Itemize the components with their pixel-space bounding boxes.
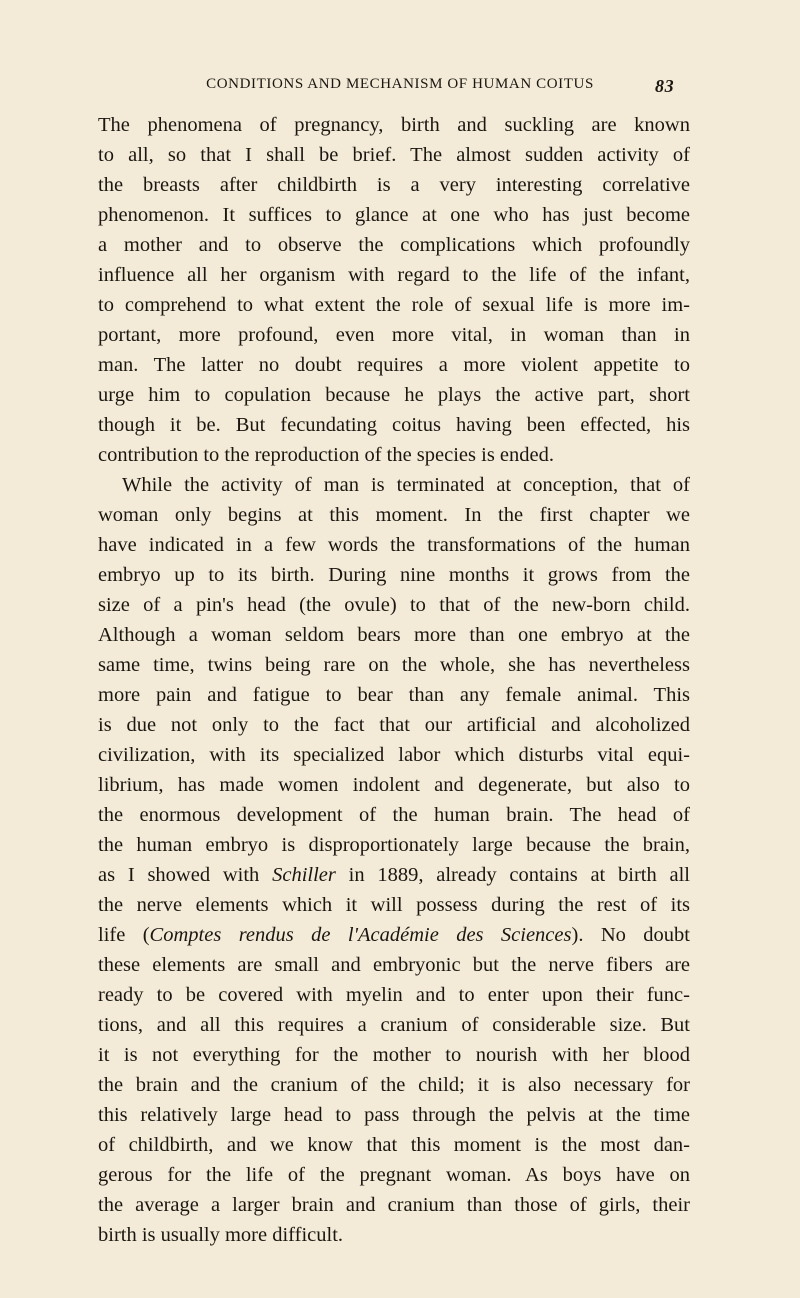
text-line: The phenomena of pregnancy, birth and suckling are known	[98, 114, 690, 136]
text-line: as I showed with Schiller in 1889, already contains at birth all	[98, 864, 690, 886]
text-line: to all, so that I shall be brief. The almost sudden activity of	[98, 144, 690, 166]
text-line: Although a woman seldom bears more than one embryo at the	[98, 624, 690, 646]
text-line: of childbirth, and we know that this moment is the most dan-	[98, 1134, 690, 1156]
text-line: have indicated in a few words the transformations of the human	[98, 534, 690, 556]
text-line: civilization, with its specialized labor which disturbs vital equi-	[98, 744, 690, 766]
text-line: is due not only to the fact that our artificial and alcoholized	[98, 714, 690, 736]
text-line: the breasts after childbirth is a very interesting correlative	[98, 174, 690, 196]
text-line: this relatively large head to pass through the pelvis at the time	[98, 1104, 690, 1126]
body-text	[98, 110, 690, 1250]
page-number: 83	[655, 76, 675, 96]
text-line: life (Comptes rendus de l'Académie des Sciences). No doubt	[98, 924, 691, 946]
text-line: While the activity of man is terminated at conception, that of	[122, 474, 690, 496]
text-line: influence all her organism with regard to the life of the infant,	[98, 264, 690, 286]
text-line: a mother and to observe the complications which profoundly	[98, 234, 690, 256]
text-line: tions, and all this requires a cranium of considerable size. But	[98, 1014, 690, 1036]
text-line: the human embryo is disproportionately large because the brain,	[98, 834, 690, 856]
text-line: more pain and fatigue to bear than any female animal. This	[98, 684, 690, 706]
text-line: phenomenon. It suffices to glance at one who has just become	[98, 204, 690, 226]
text-line: the nerve elements which it will possess during the rest of its	[98, 894, 690, 916]
text-line: contribution to the reproduction of the species is ended.	[98, 444, 555, 466]
text-line: though it be. But fecundating coitus having been effected, his	[98, 414, 690, 436]
text-line: the enormous development of the human brain. The head of	[98, 804, 690, 826]
text-line: same time, twins being rare on the whole, she has nevertheless	[98, 654, 690, 676]
text-line: urge him to copulation because he plays the active part, short	[98, 384, 690, 406]
text-line: portant, more profound, even more vital, in woman than in	[98, 324, 690, 346]
text-line: size of a pin's head (the ovule) to that of the new-born child.	[98, 594, 690, 616]
text-line: man. The latter no doubt requires a more violent appetite to	[98, 354, 690, 376]
text-line: librium, has made women indolent and degenerate, but also to	[98, 774, 690, 796]
text-line: the brain and the cranium of the child; it is also necessary for	[98, 1074, 690, 1096]
text-line: it is not everything for the mother to nourish with her blood	[98, 1044, 690, 1066]
italic-phrase: Comptes rendus de l'Académie des Sciences	[149, 924, 572, 946]
text-line: woman only begins at this moment. In the first chapter we	[98, 504, 690, 526]
text-line: birth is usually more difficult.	[98, 1224, 344, 1246]
running-header	[120, 76, 680, 96]
text-line: embryo up to its birth. During nine months it grows from the	[98, 564, 690, 586]
text-line: ready to be covered with myelin and to enter upon their func-	[98, 984, 690, 1006]
text-line: the average a larger brain and cranium than those of girls, their	[98, 1194, 690, 1216]
italic-phrase: Schiller	[272, 864, 336, 886]
text-line: to comprehend to what extent the role of sexual life is more im-	[98, 294, 690, 316]
text-line: these elements are small and embryonic but the nerve fibers are	[98, 954, 690, 976]
text-line: gerous for the life of the pregnant woman. As boys have on	[98, 1164, 690, 1186]
running-title: CONDITIONS AND MECHANISM OF HUMAN COITUS	[206, 76, 594, 92]
